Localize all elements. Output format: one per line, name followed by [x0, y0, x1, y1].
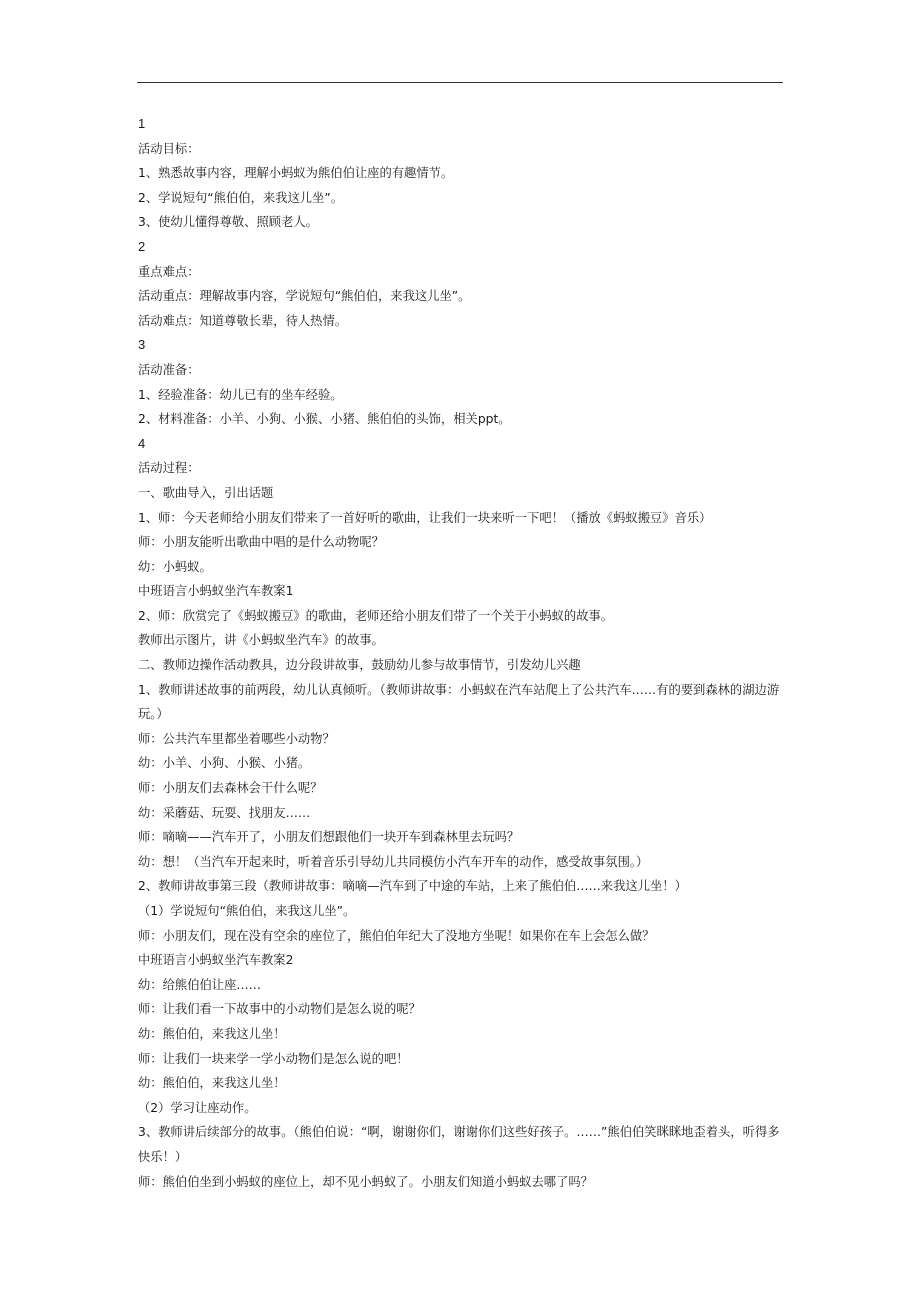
text-line: 教师出示图片，讲《小蚂蚁坐汽车》的故事。	[138, 633, 384, 648]
text-line: 二、教师边操作活动教具，边分段讲故事，鼓励幼儿参与故事情节，引发幼儿兴趣	[138, 658, 581, 673]
text-line: 3、使幼儿懂得尊敬、照顾老人。	[138, 215, 318, 230]
heading-key-points: 重点难点：	[138, 264, 200, 279]
text-line: （2）学习让座动作。	[138, 1100, 257, 1115]
text-line: 幼：采蘑菇、玩耍、找朋友……	[138, 805, 311, 820]
text-line: 师：小朋友们，现在没有空余的座位了，熊伯伯年纪大了没地方坐呢！如果你在车上会怎么做？	[138, 928, 655, 943]
text-line: 幼：小蚂蚁。	[138, 559, 212, 574]
text-line: 幼：想！（当汽车开起来时，听着音乐引导幼儿共同模仿小汽车开车的动作，感受故事氛围。）	[138, 854, 649, 869]
heading-objectives: 活动目标：	[138, 141, 200, 156]
text-line: 一、歌曲导入，引出话题	[138, 485, 274, 500]
text-line: 师：熊伯伯坐到小蚂蚁的座位上，却不见小蚂蚁了。小朋友们知道小蚂蚁去哪了吗？	[138, 1174, 593, 1189]
text-line: 2、师：欣赏完了《蚂蚁搬豆》的歌曲，老师还给小朋友们带了一个关于小蚂蚁的故事。	[138, 608, 614, 623]
heading-preparation: 活动准备：	[138, 362, 200, 377]
text-line: 师：让我们看一下故事中的小动物们是怎么说的呢？	[138, 1002, 421, 1017]
text-line: 幼：给熊伯伯让座……	[138, 977, 261, 992]
text-line: 师：小朋友能听出歌曲中唱的是什么动物呢？	[138, 535, 384, 550]
text-line: 师：公共汽车里都坐着哪些小动物？	[138, 731, 335, 746]
text-line: （1）学说短句“熊伯伯，来我这儿坐”。	[138, 904, 356, 918]
section-number: 1	[138, 116, 146, 131]
section-number: 3	[138, 337, 146, 353]
text-line: 师：小朋友们去森林会干什么呢？	[138, 781, 323, 796]
text-line: 幼：熊伯伯，来我这儿坐！	[138, 1026, 286, 1041]
text-line: 幼：熊伯伯，来我这儿坐！	[138, 1076, 286, 1091]
text-line: 中班语言小蚂蚁坐汽车教案2	[138, 953, 294, 968]
heading-process: 活动过程：	[138, 461, 200, 476]
text-line: 1、教师讲述故事的前两段，幼儿认真倾听。（教师讲故事：小蚂蚁在汽车站爬上了公共汽车……有的要到森林的湖边游玩。）	[138, 682, 780, 722]
text-line: 师：让我们一块来学一学小动物们是怎么说的吧！	[138, 1051, 409, 1066]
section-number: 4	[138, 435, 146, 451]
text-line: 3、教师讲后续部分的故事。（熊伯伯说：“啊，谢谢你们，谢谢你们这些好孩子。……”熊伯伯笑眯眯地歪着头，听得多快乐！）	[138, 1125, 780, 1164]
section-number: 2	[138, 238, 146, 254]
text-line: 2、教师讲故事第三段（教师讲故事：嘀嘀—汽车到了中途的车站，上来了熊伯伯……来我这儿坐！）	[138, 879, 687, 894]
text-line: 活动难点：知道尊敬长辈，待人热情。	[138, 313, 348, 328]
document-body	[138, 112, 790, 1194]
text-line: 2、材料准备：小羊、小狗、小猴、小猪、熊伯伯的头饰，相关ppt。	[138, 412, 511, 427]
text-line: 幼：小羊、小狗、小猴、小猪。	[138, 756, 311, 771]
text-line: 中班语言小蚂蚁坐汽车教案1	[138, 584, 294, 599]
header-rule	[137, 82, 783, 83]
text-line: 1、经验准备：幼儿已有的坐车经验。	[138, 387, 343, 402]
text-line: 师：嘀嘀——汽车开了，小朋友们想跟他们一块开车到森林里去玩吗？	[138, 830, 520, 845]
text-line: 活动重点：理解故事内容，学说短句“熊伯伯，来我这儿坐”。	[138, 289, 471, 304]
text-line: 2、学说短句“熊伯伯，来我这儿坐”。	[138, 190, 344, 205]
text-line: 1、熟悉故事内容，理解小蚂蚁为熊伯伯让座的有趣情节。	[138, 166, 454, 181]
text-line: 1、师：今天老师给小朋友们带来了一首好听的歌曲，让我们一块来听一下吧！（播放《蚂蚁搬豆》音乐）	[138, 510, 712, 525]
